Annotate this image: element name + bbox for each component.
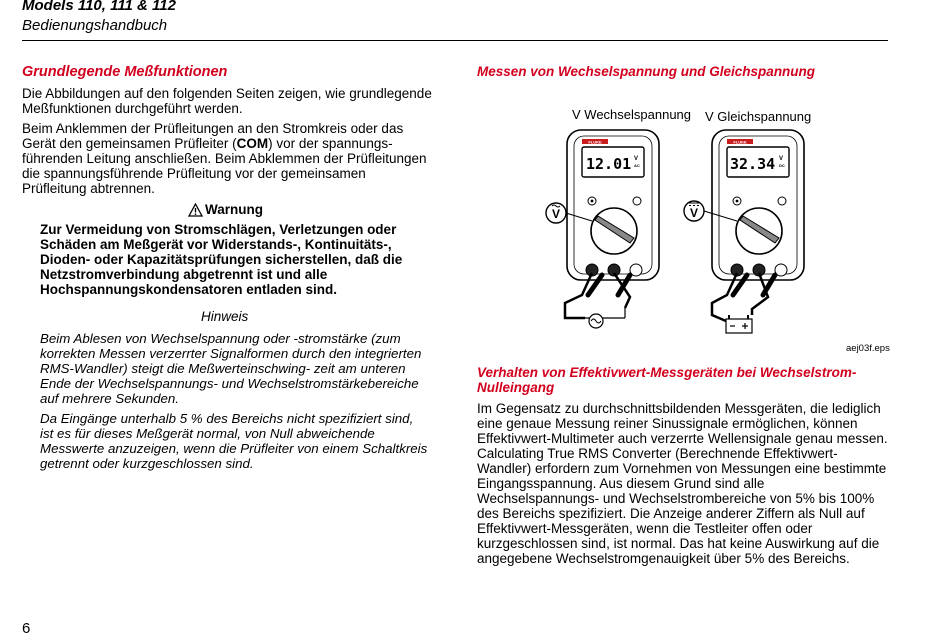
manual-subtitle: Bedienungshandbuch xyxy=(22,17,168,34)
dc-probe-leads xyxy=(712,273,775,333)
note-paragraph-2: Da Eingänge unterhalb 5 % des Bereichs nicht spezifiziert sind, ist es für dieses Meßgerät normal, von Null abweichende Messwerte anzuzeigen, wenn die Prüfleiter von einem Schaltkreis getrennt oder kurzgeschlossen sind. xyxy=(40,411,428,471)
ac-display-unit: V xyxy=(634,156,639,162)
dc-meter xyxy=(712,130,804,280)
figure-label-ac-voltage: V Wechselspannung xyxy=(572,107,692,122)
intro-paragraph: Die Abbildungen auf den folgenden Seiten zeigen, wie grundlegende Meßfunktionen durchgeführt werden. xyxy=(22,86,432,116)
warning-heading xyxy=(188,202,263,217)
note-heading: Hinweis xyxy=(201,309,249,324)
dc-battery-icon xyxy=(726,319,752,333)
multimeter-illustration xyxy=(530,125,830,345)
dc-display-mode: DC xyxy=(779,163,785,168)
section-heading-basic-measurements: Grundlegende Meßfunktionen xyxy=(22,64,228,80)
ac-display-mode: AC xyxy=(634,163,640,168)
dc-display-unit: V xyxy=(779,156,784,162)
figure-label-dc-voltage: V Gleichspannung xyxy=(705,109,812,124)
ac-meter xyxy=(567,130,659,280)
test-lead-text-b: ) vor der spannungs- führenden Leitung anschließen. Beim Abklemmen der Prüfleitungen die spannungsführende Prüfleitung vor der gemeinsamen Prüfleitung abtrennen. xyxy=(22,136,427,196)
com-terminal-label: COM xyxy=(236,136,269,151)
section-heading-ac-dc-voltage: Messen von Wechselspannung und Gleichspannung xyxy=(477,64,816,79)
ac-dial-symbol: V xyxy=(551,207,561,221)
dc-display-reading: 32.34 xyxy=(730,155,776,173)
warning-title: Warnung xyxy=(205,202,263,217)
warning-triangle-icon xyxy=(188,203,203,217)
test-lead-text-a: Beim Anklemmen der Prüfleitungen an den Stromkreis oder das Gerät den gemeinsamen Prüfleiter ( xyxy=(22,121,404,151)
note-paragraph-1: Beim Ablesen von Wechselspannung oder -stromstärke (zum korrekten Messen verzerrter Signalformen durch den integrierten RMS-Wandler) steigt die Meßwerteinschwing- zeit am unteren Ende der Wechselspannungs- und Wechselstromstärkebereiche auf mehrere Sekunden. xyxy=(40,331,422,406)
manual-model-title: Models 110, 111 & 112 xyxy=(22,0,176,14)
dc-brand-text: FLUKE xyxy=(733,139,747,145)
page-number: 6 xyxy=(22,620,31,637)
figure-file-id: aej03f.eps xyxy=(846,343,890,354)
dc-dial-symbol: V xyxy=(689,206,699,220)
header-rule xyxy=(22,40,888,41)
section-heading-rms-zero-input: Verhalten von Effektivwert-Messgeräten bei Wechselstrom-Nulleingang xyxy=(477,365,857,395)
ac-brand-text: FLUKE xyxy=(588,139,602,145)
ac-probe-leads xyxy=(565,273,630,328)
rms-explanation-paragraph: Im Gegensatz zu durchschnittsbildenden Messgeräten, die lediglich eine genaue Messung reiner Sinussignale ermöglichen, können Effektivwert-Multimeter auch verzerrte Wellensignale genau messen. Calculating True RMS Converter (Berechnende Effektivwert-Wandler) erfordern zum Vornehmen von Messungen eine bestimmte Eingangsspannung. Aus diesem Grund sind alle Wechselspannungs- und Wechselstrombereiche von 5% bis 100% des Bereichs spezifiziert. Die Anzeige anderer Ziffern als Null auf Effektivwert-Messgeräten, wenn die Testleiter offen oder kurzgeschlossen sind, ist normal. Das hat keine Auswirkung auf die angegebene Wechselstromgenauigkeit über 5% des Bereichs. xyxy=(477,401,888,566)
ac-display-reading: 12.01 xyxy=(586,155,632,173)
test-lead-paragraph xyxy=(22,121,432,196)
warning-text: Zur Vermeidung von Stromschlägen, Verletzungen oder Schäden am Meßgerät vor Widerstands-, Kontinuitäts-, Dioden- oder Kapazitätsprüfungen sicherstellen, daß die Netzstromverbindung abgetrennt ist und alle Hochspannungskondensatoren entladen sind. xyxy=(40,222,403,297)
